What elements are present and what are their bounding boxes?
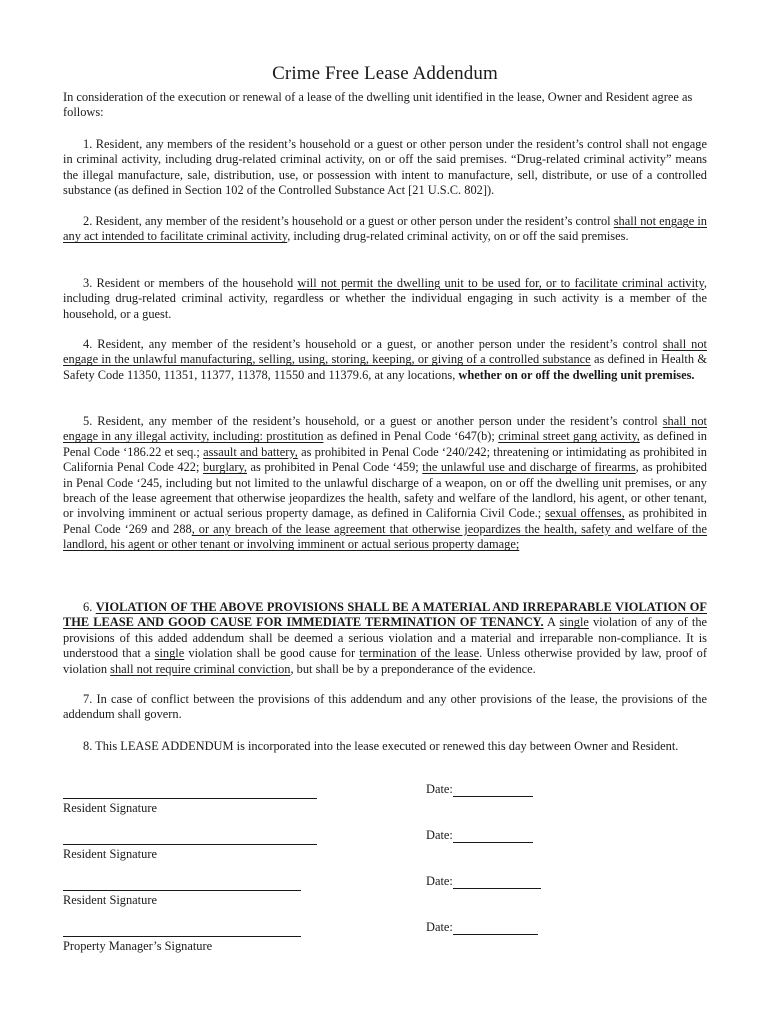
- provision-4: 4. Resident, any member of the resident’s household or a guest, or another person under the resident’s control shall not engage in the unlawful manufacturing, selling, using, storing, keeping, or giving of a controlled substance as defined in Health & Safety Code 11350, 11351, 11377, 11378, 11550 and 11379.6, at any locations, whether on or off the dwelling unit premises.: [63, 337, 707, 382]
- date-label: Date:: [426, 782, 453, 796]
- provision-7: 7. In case of conflict between the provisions of this addendum and any other provisions of the lease, the provisions of the addendum shall govern.: [63, 692, 707, 722]
- provision-8: 8. This LEASE ADDENDUM is incorporated into the lease executed or renewed this day between Owner and Resident.: [83, 739, 679, 753]
- provision-5: 5. Resident, any member of the resident’s household, or a guest or another person under the resident’s control shall not engage in any illegal activity, including: prostitution as defined in Penal Code ‘647(b); criminal street gang activity, as defined in Penal Code ‘186.22 et seq.; assault and battery, as prohibited in Penal Code ‘240/242; threatening or intimidating as prohibited in California Penal Code 422; burglary, as prohibited in Penal Code ‘459; the unlawful use and discharge of firearms, as prohibited in Penal Code ‘245, including but not limited to the unlawful discharge of a weapon, on or off the dwelling unit premises, or any breach of the lease agreement that otherwise jeopardizes the health, safety and welfare of the landlord, his agent, or other tenant, or involving imminent or actual serious property damage, as defined in California Civil Code.; sexual offenses, as prohibited in Penal Code ‘269 and 288, or any breach of the lease agreement that otherwise jeopardizes the health, safety and welfare of the landlord, his agent or other tenant or involving imminent or actual serious property damage;: [63, 414, 708, 552]
- date-label: Date:: [426, 874, 453, 888]
- provision-2: 2. Resident, any member of the resident’s household or a guest or other person under the resident’s control shall not engage in any act intended to facilitate criminal activity, including drug-related criminal activity, on or off the said premises.: [63, 214, 707, 244]
- date-label: Date:: [426, 828, 453, 842]
- signature-label: Resident Signature: [63, 893, 157, 907]
- signature-label: Resident Signature: [63, 847, 157, 861]
- date-field[interactable]: [426, 874, 541, 889]
- date-line[interactable]: [453, 829, 533, 843]
- signature-label: Property Manager’s Signature: [63, 939, 213, 953]
- signature-line[interactable]: [63, 874, 301, 891]
- signature-row: [63, 874, 707, 907]
- provision-1: 1. Resident, any members of the resident’s household or a guest or other person under the resident’s control shall not engage in criminal activity, including drug-related criminal activity, on or off the said premises. “Drug-related criminal activity” means the illegal manufacture, sale, distribution, use, or possession with intent to manufacture, sell, distribute, or use of a controlled substance (as defined in Section 102 of the Controlled Substance Act [21 U.S.C. 802]).: [63, 137, 707, 198]
- signature-line[interactable]: [63, 782, 317, 799]
- date-line[interactable]: [453, 921, 538, 935]
- intro-paragraph: In consideration of the execution or renewal of a lease of the dwelling unit identified in the lease, Owner and Resident agree as follows:: [63, 90, 693, 120]
- date-field[interactable]: [426, 828, 533, 843]
- signature-label: Resident Signature: [63, 801, 157, 815]
- provision-6: 6. VIOLATION OF THE ABOVE PROVISIONS SHALL BE A MATERIAL AND IRREPARABLE VIOLATION OF THE LEASE AND GOOD CAUSE FOR IMMEDIATE TERMINATION OF TENANCY. A single violation of any of the provisions of this added addendum shall be deemed a serious violation and a material and irreparable non-compliance. It is understood that a single violation shall be good cause for termination of the lease. Unless otherwise provided by law, proof of violation shall not require criminal conviction, but shall be by a preponderance of the evidence.: [63, 600, 708, 676]
- date-line[interactable]: [453, 875, 541, 889]
- date-field[interactable]: [426, 782, 533, 797]
- signature-row: [63, 920, 707, 953]
- provision-3: 3. Resident or members of the household will not permit the dwelling unit to be used for, or to facilitate criminal activity, including drug-related criminal activity, regardless or whether the individual engaging in such activity is a member of the household, or a guest.: [63, 276, 707, 321]
- date-line[interactable]: [453, 783, 533, 797]
- signature-row: [63, 782, 707, 815]
- signature-line[interactable]: [63, 828, 317, 845]
- signature-line[interactable]: [63, 920, 301, 937]
- date-label: Date:: [426, 920, 453, 934]
- date-field[interactable]: [426, 920, 538, 935]
- signature-row: [63, 828, 707, 861]
- page-title: Crime Free Lease Addendum: [272, 63, 498, 84]
